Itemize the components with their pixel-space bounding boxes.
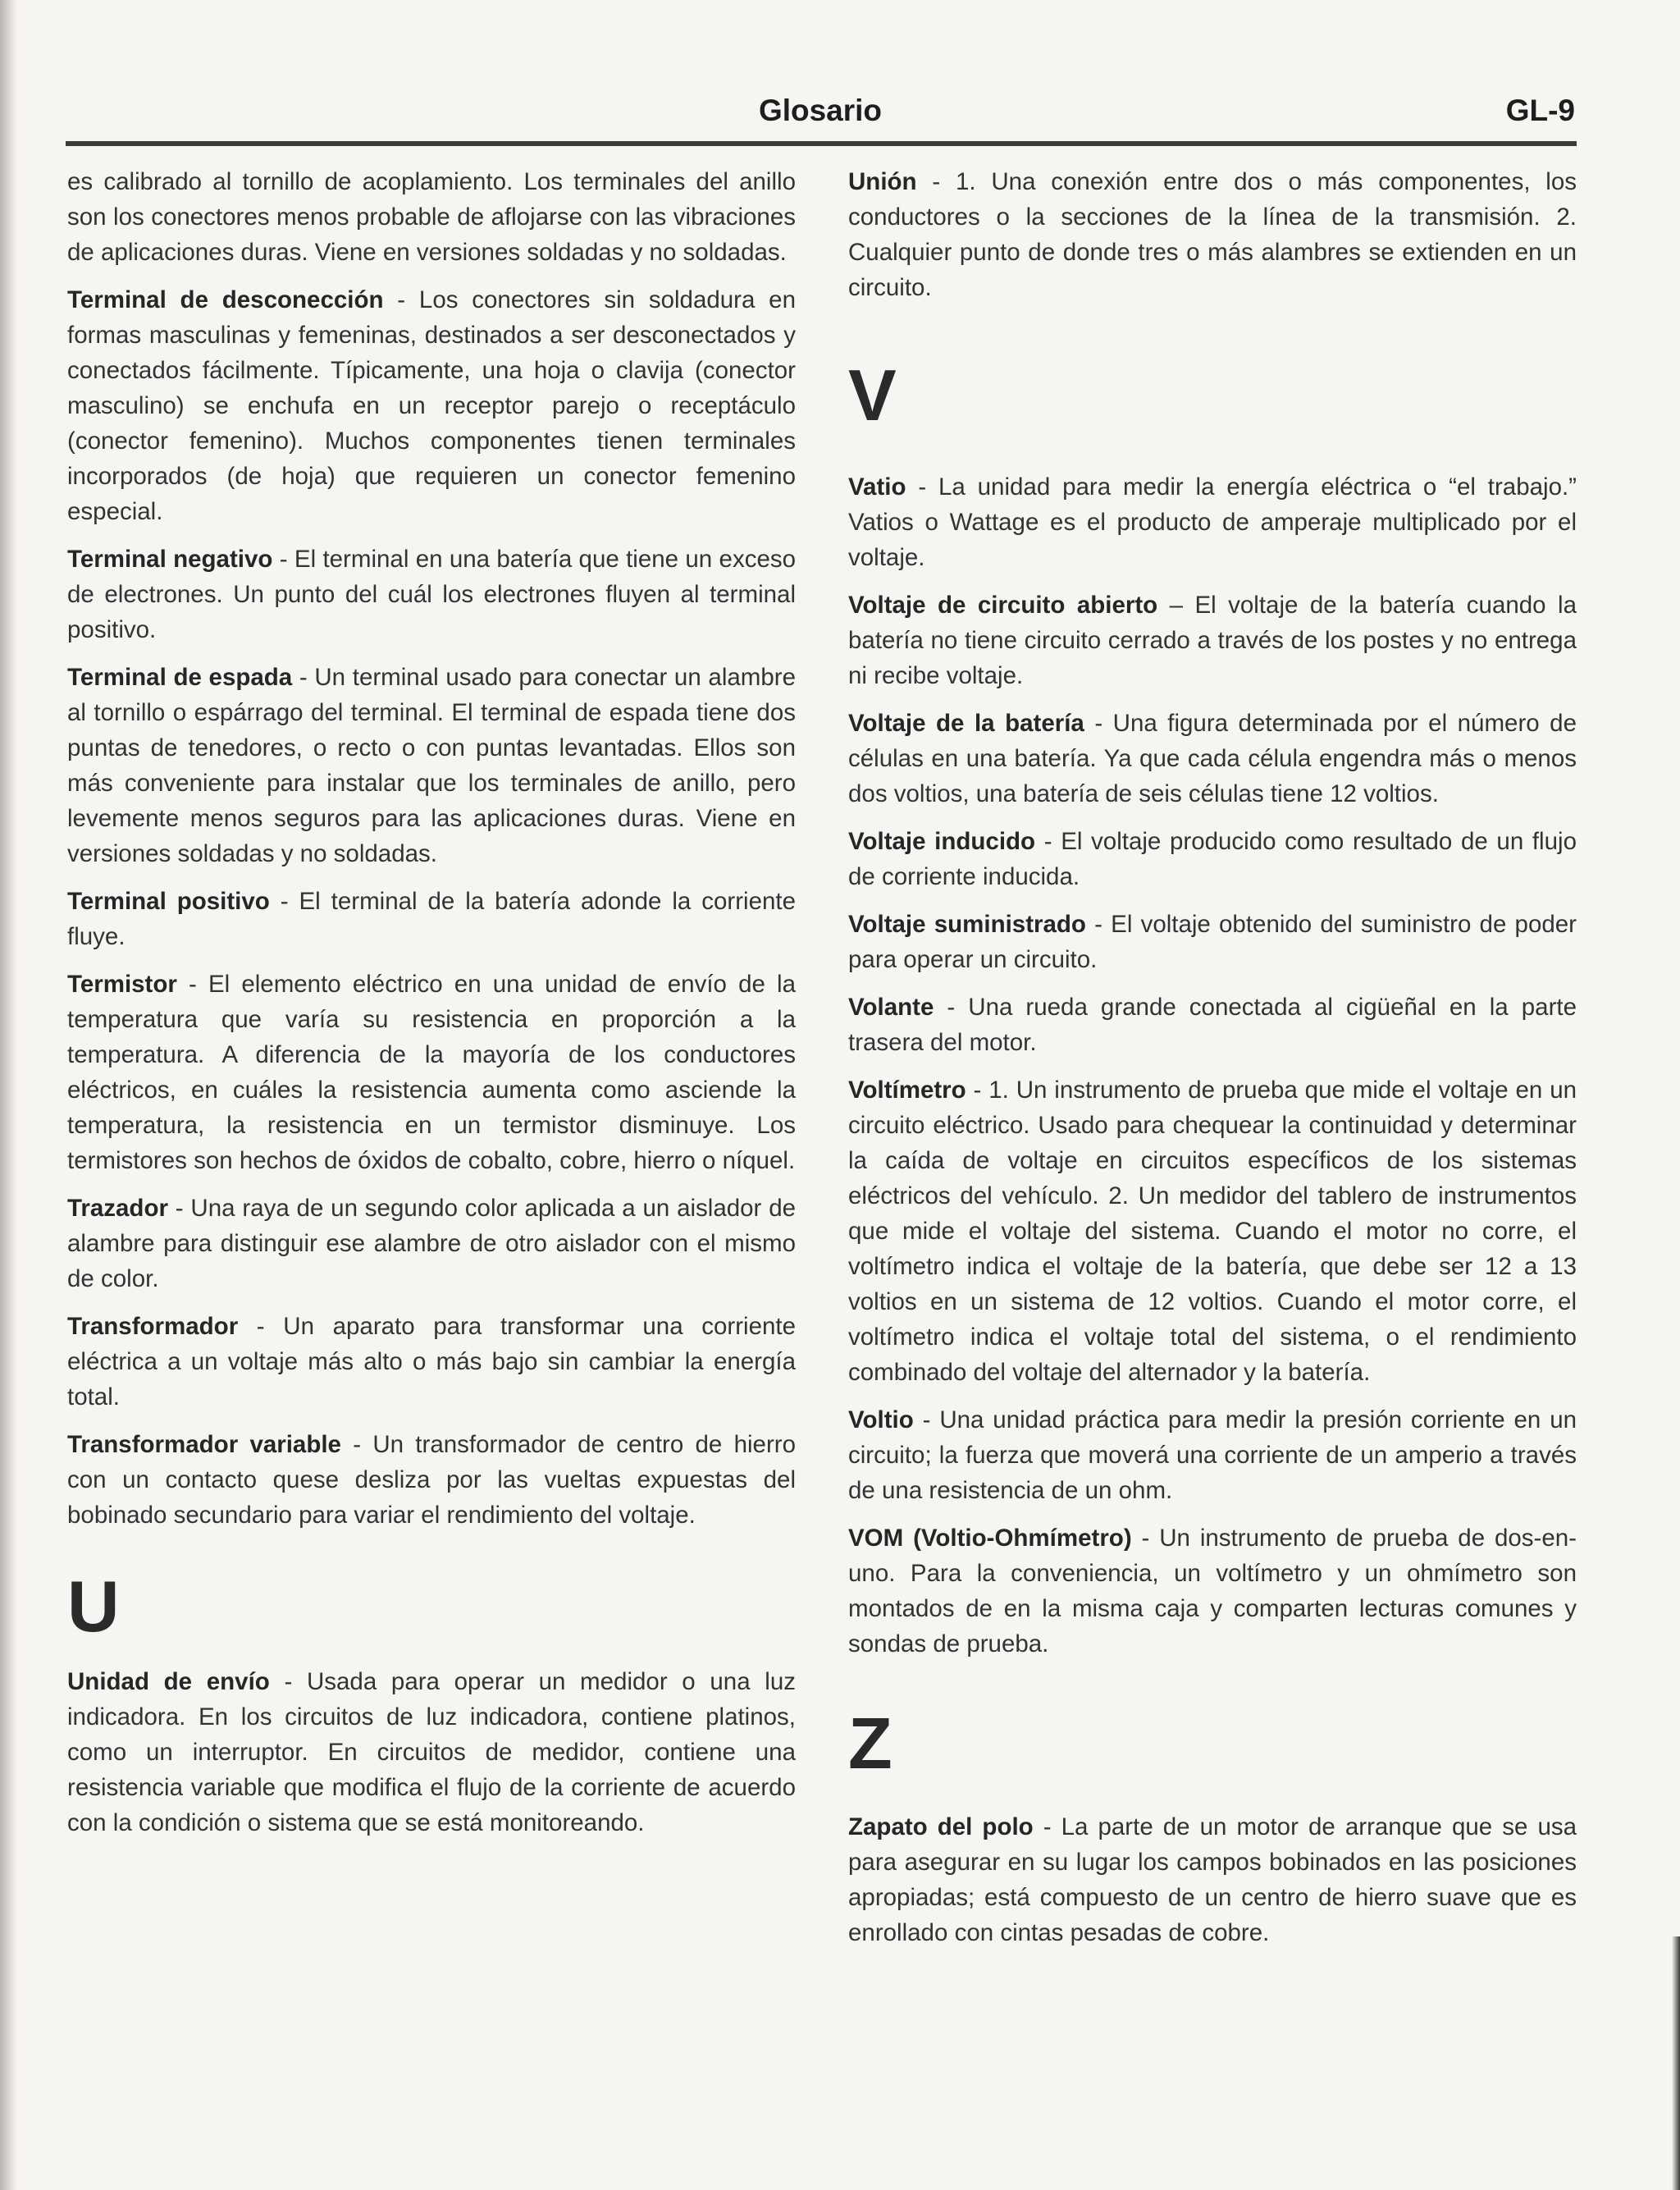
entry-term: Trazador bbox=[67, 1195, 168, 1222]
glossary-entry: Transformador - Un aparato para transformar una corriente eléctrica a un voltaje más alto o más bajo sin cambiar la energía total. bbox=[67, 1313, 797, 1410]
glossary-entry: Terminal de espada - Un terminal usado para conectar un alambre al tornillo o espárrago del terminal. El terminal de espada tiene dos puntas de tenedores, o recto o con puntas levantadas. Ellos son más conveniente para instalar que los terminales de anillo, pero levemente menos seguros para las aplicaciones duras. Viene en versiones soldadas y no soldadas. bbox=[67, 664, 796, 867]
entry-separator: - bbox=[913, 1406, 940, 1433]
glossary-entry: Unión - 1. Una conexión entre dos o más componentes, los conductores o la secciones de la línea de la transmisión. 2. Cualquier punto de donde tres o más alambres se extienden en un circuito. bbox=[848, 168, 1577, 301]
entry-definition: Una rueda grande conectada al cigüeñal en la parte trasera del motor. bbox=[848, 994, 1577, 1056]
glossary-entry bbox=[848, 469, 1577, 575]
entry-term: Voltímetro bbox=[848, 1077, 966, 1104]
page-header bbox=[66, 82, 1575, 139]
right-column bbox=[848, 164, 1577, 1963]
entry-term: Voltio bbox=[848, 1406, 914, 1433]
glossary-entry: Transformador variable - Un transformador de centro de hierro con un contacto quese desliza por las vueltas expuestas del bobinado secundario para variar el rendimiento del voltaje. bbox=[67, 1431, 797, 1529]
page-title: Glosario bbox=[758, 94, 883, 127]
glossary-entry: Unidad de envío - Usada para operar un medidor o una luz indicadora. En los circuitos de luz indicadora, contiene platinos, como un interruptor. En circuitos de medidor, contiene una resistencia variable que modifica el flujo de la corriente de acuerdo con la condición o sistema que se está monitoreando. bbox=[67, 1668, 796, 1836]
glossary-entry bbox=[848, 1072, 1577, 1390]
entry-separator: - bbox=[906, 473, 938, 501]
entry-separator: - bbox=[1035, 828, 1061, 855]
entry-term: Terminal positivo bbox=[67, 888, 270, 915]
entry-definition: Una figura determinada por el número de células en una batería. Ya que cada célula engendra más o menos dos voltios, una batería de seis células tiene 12 voltios. bbox=[848, 710, 1577, 807]
entry-term: Terminal negativo bbox=[67, 546, 273, 573]
entry-definition: Los conectores sin soldadura en formas masculinas y femeninas, destinados a ser desconectados y conectados fácilmente. Típicamente, una hoja o clavija (conector masculino) se enchufa en un receptor parejo o receptáculo (conector femenino). Muchos componentes tienen terminales incorporados (de hoja) que requieren un conector femenino especial. bbox=[67, 286, 796, 525]
entry-separator: – bbox=[1157, 592, 1195, 619]
continuation-paragraph: es calibrado al tornillo de acoplamiento. Los terminales del anillo son los conectores menos probable de aflojarse con las vibraciones de aplicaciones duras. Viene en versiones soldadas y no soldadas. bbox=[67, 168, 796, 266]
page-gutter-shadow bbox=[0, 0, 18, 2190]
entry-term: Unión bbox=[848, 168, 917, 195]
entry-definition: Un terminal usado para conectar un alambre al tornillo o espárrago del terminal. El terminal de espada tiene dos puntas de tenedores, o recto o con puntas levantadas. Ellos son más conveniente para instalar que los terminales de anillo, pero levemente menos seguros para las aplicaciones duras. Viene en versiones soldadas y no soldadas. bbox=[67, 664, 796, 867]
entry-term: VOM (Voltio-Ohmímetro) bbox=[848, 1525, 1132, 1552]
glossary-entry: Terminal negativo - El terminal en una batería que tiene un exceso de electrones. Un punto del cuál los electrones fluyen al terminal positivo. bbox=[67, 546, 797, 643]
glossary-entry bbox=[848, 588, 1577, 693]
entry-definition: La parte de un motor de arranque que se usa para asegurar en su lugar los campos bobinados en las posiciones apropiadas; está compuesto de un centro de hierro suave que es enrollado con cintas pesadas de cobre. bbox=[848, 1813, 1577, 1946]
entry-definition: 1. Un instrumento de prueba que mide el voltaje en un circuito eléctrico. Usado para chequear la continuidad y determinar la caída de voltaje en circuitos específicos de los sistemas eléctricos del vehículo. 2. Un medidor del tablero de instrumentos que mide el voltaje del sistema. Cuando el motor no corre, el voltímetro indica el voltaje de la batería, que debe ser 12 a 13 voltios en un sistema de 12 voltios. Cuando el motor corre, el voltímetro indica el voltaje total del sistema, o el rendimiento combinado del voltaje del alternador y la batería. bbox=[848, 1077, 1577, 1386]
entry-definition: El voltaje producido como resultado de un flujo de corriente inducida. bbox=[848, 828, 1577, 890]
entry-term: Voltaje suministrado bbox=[848, 911, 1086, 938]
glossary-entry: Trazador - Una raya de un segundo color aplicada a un aislador de alambre para distinguir ese alambre de otro aislador con el mismo de color. bbox=[67, 1195, 797, 1292]
entry-definition: El elemento eléctrico en una unidad de envío de la temperatura que varía su resistencia en proporción a la temperatura. A diferencia de la mayoría de los conductores eléctricos, en cuáles la resistencia aumenta como asciende la temperatura, la resistencia en un termistor disminuye. Los termistores son hechos de óxidos de cobalto, cobre, hierro o níquel. bbox=[67, 971, 796, 1174]
glossary-entry bbox=[848, 1402, 1577, 1508]
glossary-entry: Terminal de desconección - Los conectores sin soldadura en formas masculinas y femeninas, destinados a ser desconectados y conectados fácilmente. Típicamente, una hoja o clavija (conector masculino) se enchufa en un receptor parejo o receptáculo (conector femenino). Muchos componentes tienen terminales incorporados (de hoja) que requieren un conector femenino especial. bbox=[67, 286, 796, 525]
entry-definition: El terminal de la batería adonde la corriente fluye. bbox=[67, 888, 796, 950]
entry-separator: - bbox=[1033, 1813, 1061, 1840]
entry-definition: El voltaje obtenido del suministro de poder para operar un circuito. bbox=[848, 911, 1577, 973]
section-letter-v: V bbox=[848, 354, 897, 436]
glossary-entry bbox=[848, 706, 1577, 812]
entry-separator: - bbox=[1131, 1525, 1160, 1552]
entry-definition: La unidad para medir la energía eléctrica o “el trabajo.” Vatios o Wattage es el producto de amperaje multiplicado por el voltaje. bbox=[848, 473, 1577, 571]
entry-definition: El terminal en una batería que tiene un exceso de electrones. Un punto del cuál los electrones fluyen al terminal positivo. bbox=[67, 546, 797, 643]
entry-definition: Un transformador de centro de hierro con un contacto quese desliza por las vueltas expuestas del bobinado secundario para variar el rendimiento del voltaje. bbox=[67, 1431, 797, 1529]
entry-term: Transformador variable bbox=[67, 1431, 341, 1458]
glossary-entry bbox=[848, 990, 1577, 1060]
entry-definition: 1. Una conexión entre dos o más componentes, los conductores o la secciones de la línea de la transmisión. 2. Cualquier punto de donde tres o más alambres se extienden en un circuito. bbox=[848, 168, 1577, 301]
entry-term: Vatio bbox=[848, 473, 906, 501]
glossary-entry: Termistor - El elemento eléctrico en una unidad de envío de la temperatura que varía su resistencia en proporción a la temperatura. A diferencia de la mayoría de los conductores eléctricos, en cuáles la resistencia aumenta como asciende la temperatura, la resistencia en un termistor disminuye. Los termistores son hechos de óxidos de cobalto, cobre, hierro o níquel. bbox=[67, 971, 796, 1174]
entry-definition: Un aparato para transformar una corriente eléctrica a un voltaje más alto o más bajo sin cambiar la energía total. bbox=[67, 1313, 797, 1410]
section-letter-u: U bbox=[67, 1566, 120, 1647]
entry-term: Volante bbox=[848, 994, 934, 1021]
page-edge-shadow bbox=[1672, 1936, 1680, 2190]
entry-term: Termistor bbox=[67, 971, 177, 998]
entry-definition: Una unidad práctica para medir la presión corriente en un circuito; la fuerza que moverá una corriente de un amperio a través de una resistencia de un ohm. bbox=[848, 1406, 1577, 1504]
glossary-entry bbox=[848, 1809, 1577, 1950]
entry-term: Voltaje de la batería bbox=[848, 710, 1084, 737]
entry-term: Transformador bbox=[67, 1313, 239, 1340]
glossary-entry bbox=[848, 824, 1577, 894]
entry-term: Terminal de espada bbox=[67, 664, 293, 691]
entry-term: Voltaje inducido bbox=[848, 828, 1036, 855]
entry-definition: Un instrumento de prueba de dos-en-uno. Para la conveniencia, un voltímetro y un ohmímetro son montados de en la misma caja y comparten lecturas comunes y sondas de prueba. bbox=[848, 1525, 1577, 1657]
entry-separator: - bbox=[1085, 911, 1112, 938]
entry-term: Unidad de envío bbox=[67, 1668, 270, 1695]
glossary-entry bbox=[848, 1520, 1577, 1662]
entry-term: Voltaje de circuito abierto bbox=[848, 592, 1158, 619]
entry-definition: Usada para operar un medidor o una luz indicadora. En los circuitos de luz indicadora, contiene platinos, como un interruptor. En circuitos de medidor, contiene una resistencia variable que modifica el flujo de la corriente de acuerdo con la condición o sistema que se está monitoreando. bbox=[67, 1668, 796, 1836]
left-column bbox=[67, 164, 796, 1853]
glossary-entry bbox=[848, 907, 1577, 977]
entry-separator: - bbox=[966, 1077, 989, 1104]
entry-separator: - bbox=[934, 994, 969, 1021]
entry-term: Terminal de desconección bbox=[67, 286, 384, 313]
section-letter-z: Z bbox=[848, 1703, 892, 1784]
header-rule bbox=[66, 141, 1577, 146]
entry-definition: El voltaje de la batería cuando la batería no tiene circuito cerrado a través de los postes y no entrega ni recibe voltaje. bbox=[848, 592, 1577, 689]
entry-term: Zapato del polo bbox=[848, 1813, 1034, 1840]
page-number: GL-9 bbox=[1505, 94, 1575, 127]
glossary-entry: Terminal positivo - El terminal de la batería adonde la corriente fluye. bbox=[67, 888, 796, 950]
entry-separator: - bbox=[1084, 710, 1113, 737]
entry-definition: Una raya de un segundo color aplicada a un aislador de alambre para distinguir ese alambre de otro aislador con el mismo de color. bbox=[67, 1195, 797, 1292]
